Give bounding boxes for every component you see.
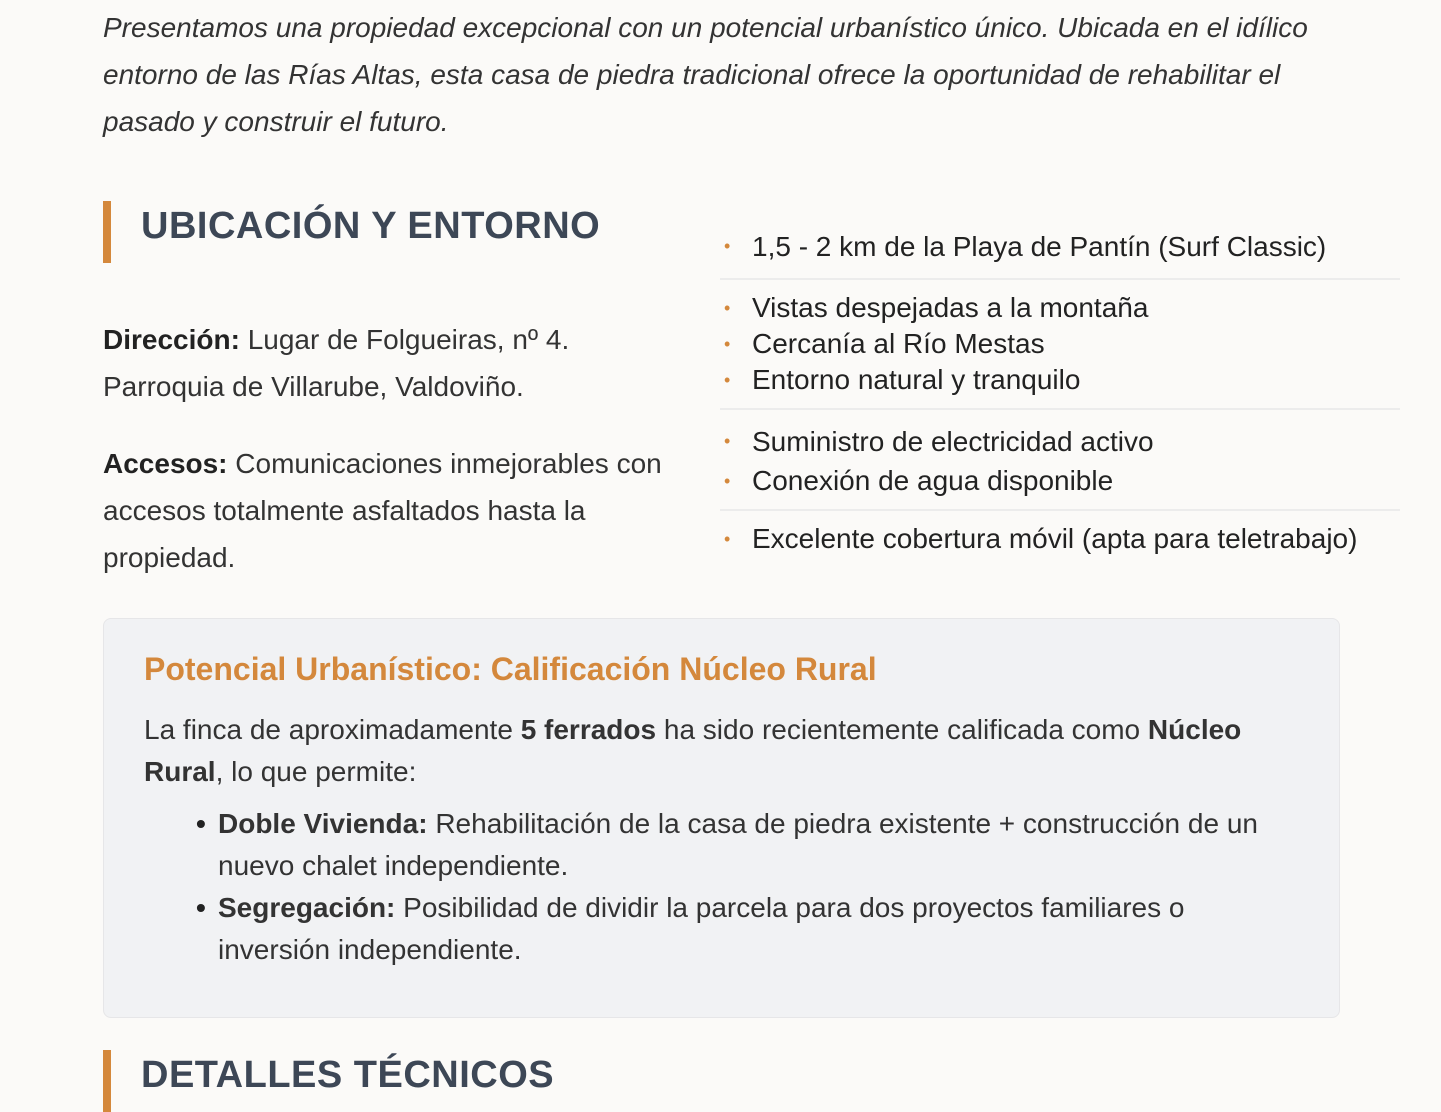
list-item: [720, 225, 1342, 268]
bullet-icon: •: [724, 334, 731, 354]
list-item-text: Conexión de agua disponible: [752, 465, 1114, 496]
list-item-text: Entorno natural y tranquilo: [752, 364, 1081, 395]
list-item-text: Cercanía al Río Mestas: [752, 328, 1045, 359]
feature-group-connectivity: [720, 521, 1400, 567]
bullet-icon: •: [196, 808, 206, 839]
feature-group-utilities: [720, 420, 1400, 511]
list-item-text: Excelente cobertura móvil (apta para teletrabajo): [752, 523, 1358, 554]
location-details: [103, 316, 683, 611]
access-label: Accesos:: [103, 448, 228, 479]
bullet-icon: •: [724, 236, 731, 256]
list-item: [720, 463, 1342, 499]
address-value: Lugar de Folgueiras, nº 4. Parroquia de Villarube, Valdoviño.: [103, 324, 570, 402]
intro-paragraph: Presentamos una propiedad excepcional con un potencial urbanístico único. Ubicada en el idílico entorno de las Rías Altas, esta casa de piedra tradicional ofrece la oportunidad de rehabilitar el pasado y construir el futuro.: [103, 12, 1308, 137]
list-item-text: Vistas despejadas a la montaña: [752, 292, 1149, 323]
section-title: DETALLES TÉCNICOS: [141, 1054, 555, 1096]
list-item-text: 1,5 - 2 km de la Playa de Pantín (Surf Classic): [752, 231, 1327, 262]
section-heading-detalles: [103, 1050, 554, 1112]
list-item-label: Doble Vivienda:: [218, 808, 428, 839]
feature-group-beach: [720, 225, 1400, 280]
address-label: Dirección:: [103, 324, 240, 355]
bullet-icon: •: [724, 370, 731, 390]
list-item: [720, 326, 1342, 362]
callout-text: , lo que permite:: [215, 756, 417, 787]
callout-bold-text: 5 ferrados: [520, 714, 657, 745]
bullet-icon: •: [724, 471, 731, 491]
section-heading-ubicacion: [103, 201, 600, 263]
list-item: [196, 887, 1299, 971]
urban-potential-callout: [103, 618, 1340, 1018]
features-list: [720, 225, 1400, 577]
feature-group-nature: [720, 290, 1400, 410]
list-item: [720, 420, 1342, 463]
list-item: [720, 290, 1342, 326]
callout-text: La finca de aproximadamente: [144, 714, 521, 745]
callout-paragraph: [144, 709, 1299, 793]
callout-text: ha sido recientemente calificada como: [656, 714, 1148, 745]
list-item: [196, 803, 1299, 887]
section-title: UBICACIÓN Y ENTORNO: [141, 205, 601, 247]
bullet-icon: •: [724, 431, 731, 451]
bullet-icon: •: [724, 298, 731, 318]
list-item-text: Posibilidad de dividir la parcela para dos proyectos familiares o inversión independiente.: [218, 892, 1185, 965]
callout-bold-text: Núcleo Rural: [144, 714, 1242, 787]
list-item-text: Rehabilitación de la casa de piedra existente + construcción de un nuevo chalet independiente.: [218, 808, 1258, 881]
bullet-icon: •: [724, 529, 731, 549]
list-item: [720, 521, 1432, 557]
callout-list: [144, 803, 1299, 971]
bullet-icon: •: [196, 892, 206, 923]
callout-title: Potencial Urbanístico: Calificación Núcleo Rural: [144, 651, 877, 687]
access-value: Comunicaciones inmejorables con accesos totalmente asfaltados hasta la propiedad.: [103, 448, 662, 573]
address-paragraph: [103, 316, 683, 410]
access-paragraph: [103, 440, 683, 581]
list-item: [720, 362, 1342, 398]
list-item-label: Segregación:: [218, 892, 396, 923]
list-item-text: Suministro de electricidad activo: [752, 426, 1154, 457]
